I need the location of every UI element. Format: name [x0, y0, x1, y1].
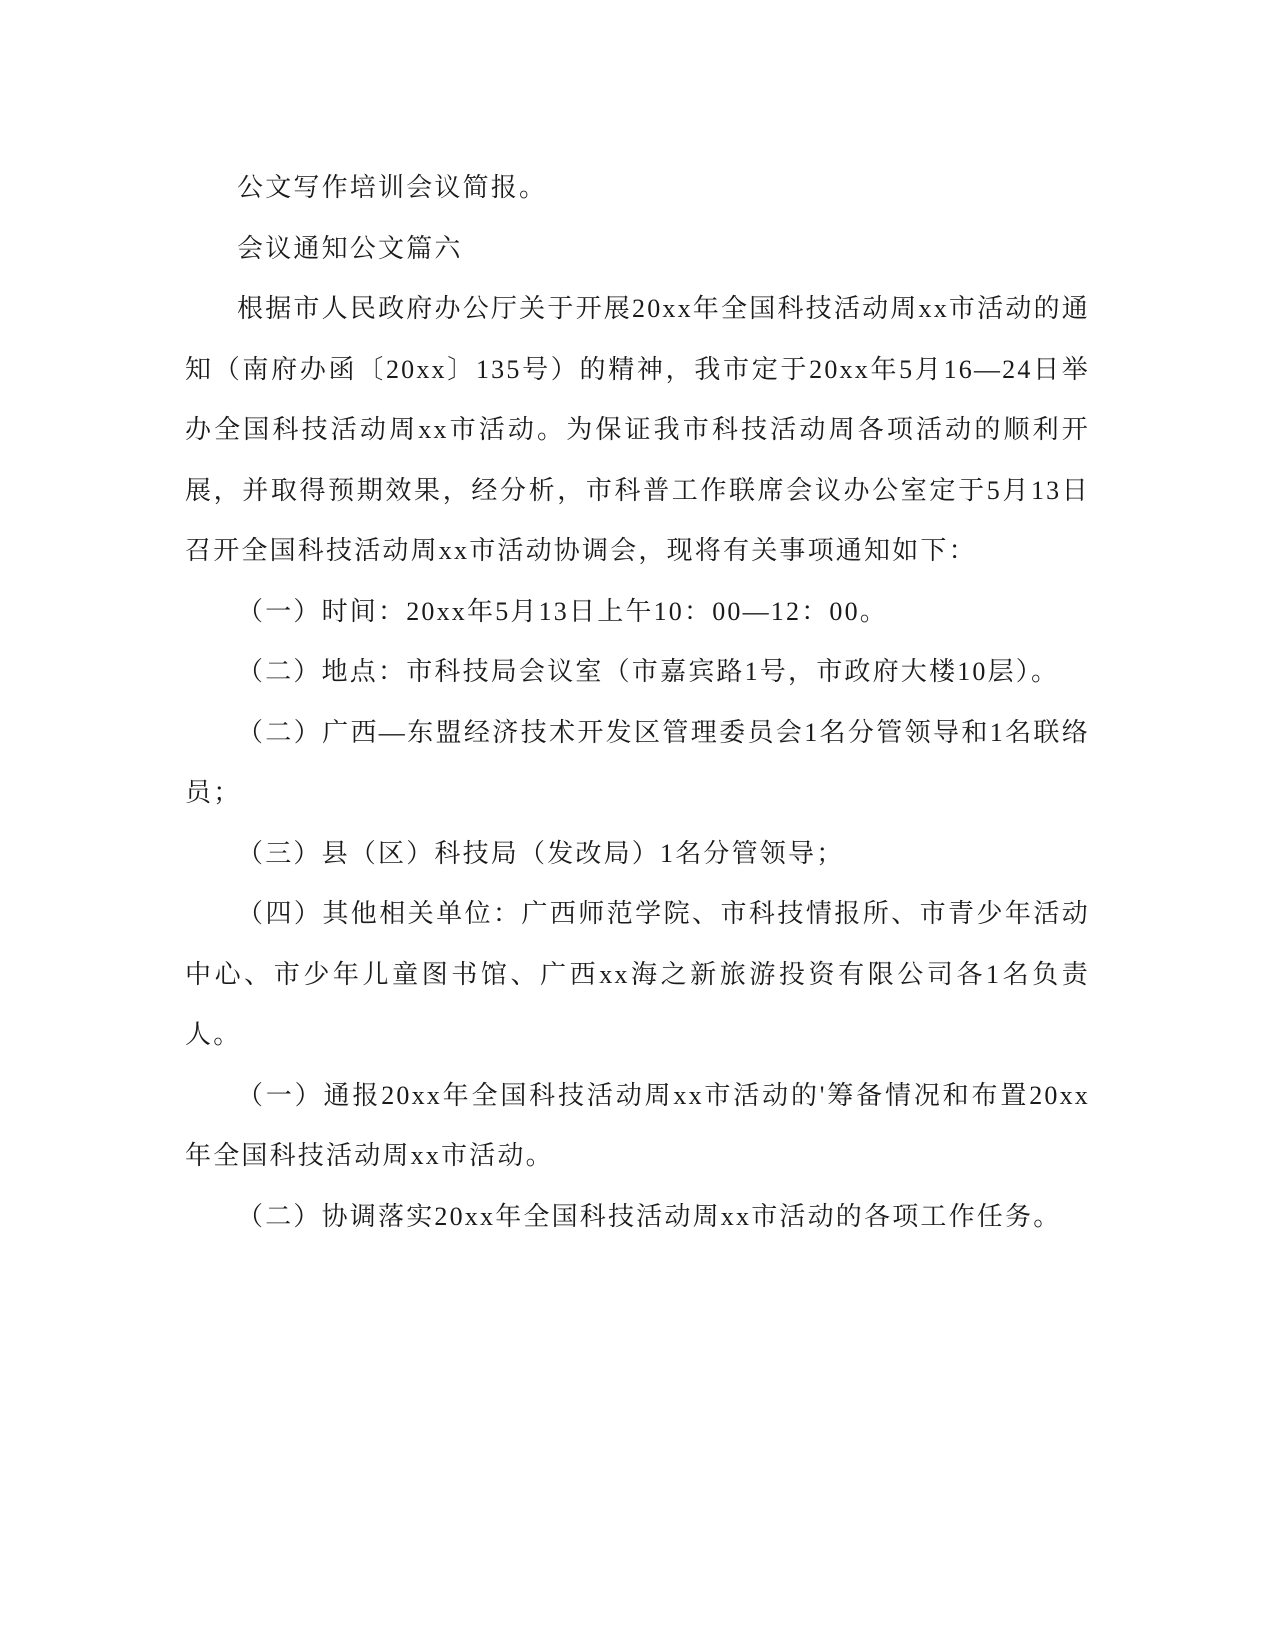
paragraph-agenda-coordinate: （二）协调落实20xx年全国科技活动周xx市活动的各项工作任务。 [237, 1201, 1062, 1231]
paragraph-time: （一）时间：20xx年5月13日上午10：00—12：00。 [237, 596, 889, 626]
paragraph-agenda-report: （一）通报20xx年全国科技活动周xx市活动的'筹备情况和布置20xx年全国科技活动周xx市活动。 [185, 1080, 1090, 1170]
paragraph-briefing-title: 公文写作培训会议简报。 [237, 173, 548, 202]
paragraph-attendee-county: （三）县（区）科技局（发改局）1名分管领导； [237, 838, 845, 868]
paragraph-section-heading: 会议通知公文篇六 [237, 233, 463, 263]
document-body [185, 158, 1090, 1247]
paragraph-attendee-others: （四）其他相关单位：广西师范学院、市科技情报所、市青少年活动中心、市少年儿童图书馆、广西xx海之新旅游投资有限公司各1名负责人。 [185, 899, 1090, 1049]
paragraph-intro: 根据市人民政府办公厅关于开展20xx年全国科技活动周xx市活动的通知（南府办函〔20xx〕135号）的精神，我市定于20xx年5月16—24日举办全国科技活动周xx市活动。为保证我市科技活动周各项活动的顺利开展，并取得预期效果，经分析，市科普工作联席会议办公室定于5月13日召开全国科技活动周xx市活动协调会，现将有关事项通知如下： [185, 294, 1090, 565]
paragraph-attendee-zone: （二）广西—东盟经济技术开发区管理委员会1名分管领导和1名联络员； [185, 717, 1090, 807]
paragraph-location: （二）地点：市科技局会议室（市嘉宾路1号，市政府大楼10层）。 [237, 657, 1060, 686]
